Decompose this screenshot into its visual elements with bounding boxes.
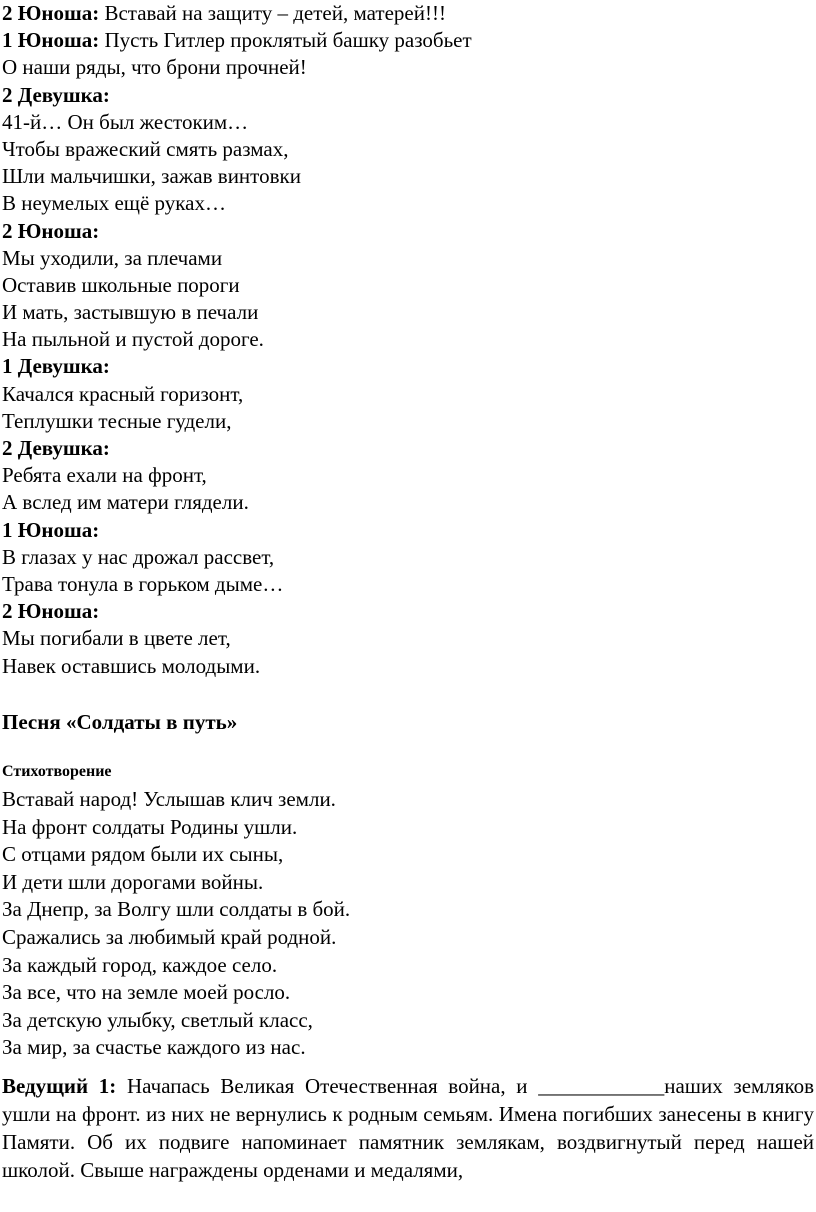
verse-text: Пусть Гитлер проклятый башку разобьет (99, 28, 472, 53)
verse-text: На пыльной и пустой дороге. (2, 327, 264, 352)
poem-line: На фронт солдаты Родины ушли. (2, 814, 298, 839)
verse-text: В неумелых ещё руках… (2, 191, 226, 216)
verse-text: Навек оставшись молодыми. (2, 653, 261, 678)
speaker-label: 2 Девушка: (2, 82, 110, 107)
verse-line (2, 625, 814, 652)
poem-line: И дети шли дорогами войны. (2, 869, 264, 894)
verse-line (2, 163, 814, 190)
speaker-label: 1 Девушка: (2, 354, 110, 379)
verse-text: Мы уходили, за плечами (2, 245, 223, 270)
verse-line (2, 571, 814, 598)
speaker-label: 1 Юноша: (2, 517, 100, 542)
verse-line (2, 0, 814, 27)
verse-text: Мы погибали в цвете лет, (2, 626, 231, 651)
verse-text: 41-й… Он был жестоким… (2, 109, 249, 134)
verse-text: Ребята ехали на фронт, (2, 463, 207, 488)
verse-text: Вставай на защиту – детей, матерей!!! (99, 1, 446, 25)
poem-line: За Днепр, за Волгу шли солдаты в бой. (2, 897, 351, 922)
speaker-label: 2 Юноша: (2, 599, 100, 624)
verse-line (2, 381, 814, 408)
verse-line (2, 299, 814, 326)
verse-text: О наши ряды, что брони прочней! (2, 55, 307, 80)
verse-line (2, 462, 814, 489)
poem-line: С отцами рядом были их сыны, (2, 842, 284, 867)
poem-label: Стихотворение (2, 763, 112, 780)
speaker-label: 1 Юноша: (2, 28, 100, 53)
verse-line (2, 435, 814, 462)
verse-line (2, 544, 814, 571)
song-title: Песня «Солдаты в путь» (2, 710, 238, 734)
poem-text (2, 786, 814, 1062)
verse-line (2, 218, 814, 245)
verse-line (2, 517, 814, 544)
verse-line (2, 408, 814, 435)
host-paragraph (2, 1072, 814, 1184)
poem-line: Вставай народ! Услышав клич земли. (2, 787, 336, 811)
host-speaker: Ведущий 1: (2, 1074, 117, 1098)
speaker-label: 2 Юноша: (2, 1, 100, 25)
verse-text: Шли мальчишки, зажав винтовки (2, 164, 301, 189)
verse-line (2, 82, 814, 109)
poem-line: За все, что на земле моей росло. (2, 980, 291, 1005)
speaker-label: 2 Юноша: (2, 218, 100, 243)
verse-line (2, 190, 814, 217)
poem-line: За каждый город, каждое село. (2, 952, 278, 977)
verse-text: И мать, застывшую в печали (2, 300, 259, 325)
verse-text: А вслед им матери глядели. (2, 490, 249, 515)
verse-line (2, 27, 814, 54)
verse-line (2, 489, 814, 516)
verse-dialogue (2, 0, 814, 680)
poem-line: Сражались за любимый край родной. (2, 924, 337, 949)
verse-line (2, 272, 814, 299)
verse-text: Чтобы вражеский смять размах, (2, 136, 289, 161)
verse-text: Трава тонула в горьком дыме… (2, 571, 284, 596)
verse-line (2, 109, 814, 136)
verse-line (2, 653, 814, 680)
host-text: Начапась Великая Отечественная война, и ____________наших земляков ушли на фронт. из них не вернулись к родным семьям. Имена погибших занесены в книгу Памяти. Об их подвиге напоминает памятник землякам, воздвигнутый перед нашей школой. Свыше награждены орденами и медалями, (2, 1074, 814, 1182)
verse-text: В глазах у нас дрожал рассвет, (2, 544, 275, 569)
poem-line: За мир, за счастье каждого из нас. (2, 1035, 306, 1060)
verse-line (2, 54, 814, 81)
poem-line: За детскую улыбку, светлый класс, (2, 1007, 313, 1032)
verse-line (2, 136, 814, 163)
verse-text: Теплушки тесные гудели, (2, 408, 232, 433)
verse-line (2, 598, 814, 625)
verse-text: Оставив школьные пороги (2, 272, 240, 297)
verse-line (2, 326, 814, 353)
verse-text: Качался красный горизонт, (2, 381, 244, 406)
verse-line (2, 245, 814, 272)
speaker-label: 2 Девушка: (2, 436, 110, 460)
verse-line (2, 353, 814, 380)
